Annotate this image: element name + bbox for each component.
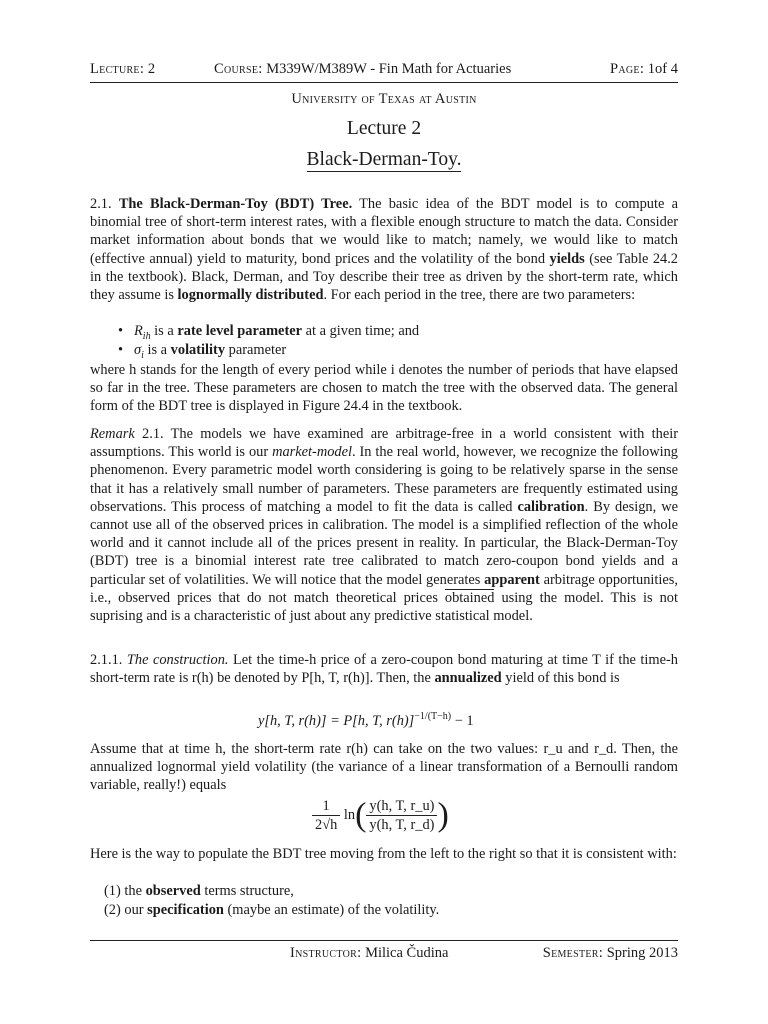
bullet-item: • $\sigma_i$ is a volatility parameter bbox=[118, 342, 287, 361]
footer-instructor: Instructor: Milica Čudina bbox=[290, 945, 449, 961]
section-heading: The Black-Derman-Toy (BDT) Tree. bbox=[118, 196, 353, 212]
section-2-1-paragraph: 2.1. The Black-Derman-Toy (BDT) Tree. The basic idea of the BDT model is to compute a binomial tree of short-term interest rates, with a flexible enough structure to match the data. Consider market information about bonds that we would like to match; namely, we would like to match (effective annual) yield to maturity, bond prices and the volatility of the bond yields (see Table 24.2 in the textbook). Black, Derman, and Toy describe their tree as driven by the short-term rate, which they assume is lognormally distributed. For each period in the tree, there are two parameters: bbox=[90, 196, 678, 304]
header-rule bbox=[90, 82, 678, 83]
assume-paragraph: Assume that at time h, the short-term rate r(h) can take on the two values: r_u and r_d. Then, the annualized lognormal yield volatility (the variance of a linear transformation of a Bernoulli random variable, really!) equals bbox=[90, 741, 678, 794]
university-name: University of Texas at Austin bbox=[291, 91, 477, 107]
header-course: Course: M339W/M389W - Fin Math for Actuaries bbox=[214, 61, 512, 77]
bullet-item: • $R_{ih}$ is a rate level parameter at a given time; and bbox=[118, 323, 420, 342]
populate-paragraph: Here is the way to populate the BDT tree moving from the left to the right so that it is consistent with: bbox=[90, 846, 677, 862]
footer-rule bbox=[90, 940, 678, 941]
bullet-icon: • bbox=[118, 323, 124, 339]
parameters-paragraph: where h stands for the length of every period while i denotes the number of periods that have elapsed so far in the tree. These parameters are chosen to match the tree with the observed data. The general form of the BDT tree is displayed in Figure 24.4 in the textbook. bbox=[90, 362, 678, 415]
yield-equation: y[h, T, r(h)] = P[h, T, r(h)]$^{-1/(T-h)}$ − 1 bbox=[258, 711, 474, 729]
header-lecture: Lecture: 2 bbox=[90, 61, 156, 77]
remark-paragraph: Remark 2.1. The models we have examined are arbitrage-free in a world consistent with their assumptions. This world is our market-model. In the real world, however, we recognize the following phenomenon. Every parametric model worth considering is going to be relatively sparse in the sense that it has a relatively small number of parameters. These parameters are frequently estimated using observations. This process of matching a model to fit the data is called calibration. By design, we cannot use all of the observed prices in calibration. The model is a simplified reflection of the whole world and it cannot include all of the prices present in reality. In particular, the Black-Derman-Toy (BDT) tree is a binomial interest rate tree calibrated to match zero-coupon bond yields and a particular set of volatilities. We will notice that the model generates apparent arbitrage opportunities, i.e., observed prices that do not match theoretical prices obtained using the model. This is not suprising and is a characteristic of just about any predictive statistical model. bbox=[90, 426, 679, 625]
lecture-subtitle: Black-Derman-Toy. bbox=[306, 149, 462, 170]
list-item: (1) the observed terms structure, bbox=[104, 883, 294, 899]
lecture-title: Lecture 2 bbox=[346, 118, 422, 139]
construction-paragraph: 2.1.1. The construction. Let the time-h price of a zero-coupon bond maturing at time T if the time-h short-term rate is r(h) be denoted by P[h, T, r(h)]. Then, the annualized yield of this bond is bbox=[90, 652, 678, 687]
footer-semester: Semester: Spring 2013 bbox=[542, 945, 678, 961]
volatility-equation: $\frac{1}{2√h}$ ln( $\frac{y(h, T, r\_u)}{y(h, T, r\_d)}$ ) bbox=[312, 797, 449, 834]
fraction: $\frac{1}{2√h}$ bbox=[312, 797, 340, 834]
running-footer bbox=[90, 945, 678, 965]
header-page: Page: 1of 4 bbox=[610, 61, 678, 77]
running-header bbox=[90, 61, 678, 83]
fraction: $\frac{y(h, T, r\_u)}{y(h, T, r\_d)}$ bbox=[366, 797, 437, 834]
list-item: (2) our specification (maybe an estimate) of the volatility. bbox=[104, 902, 440, 918]
bullet-icon: • bbox=[118, 342, 124, 358]
